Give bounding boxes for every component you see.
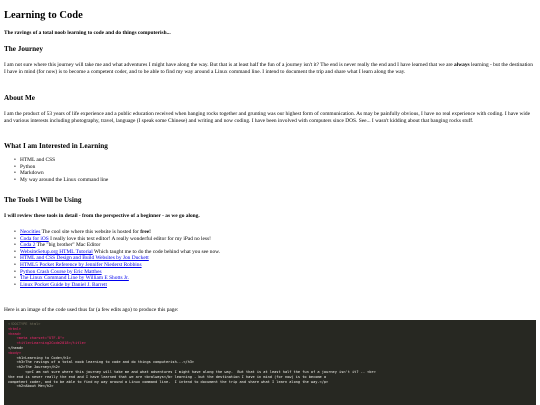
tools-list: [14, 229, 220, 288]
tool-description: I really love this text editor! A really wonderful editor for my iPad no less!: [48, 235, 211, 242]
tools-intro: I will review these tools in detail - from the perspective of a beginner - as we go along.: [4, 213, 200, 219]
about-paragraph: I am the product of 53 years of life experience and a public education received when banging rocks together and grunting was our highest form of communication. As may be painfully obvious, I have no real experience with coding. I have wide and various interests including photography, travel, language (I speak some Chinese) and writing and now coding. I have been involved with computers since DOS. See... I wasn't kidding about that banging rocks stuff.: [4, 111, 531, 124]
code-line: <meta charset="UTF-8">: [8, 336, 65, 341]
tool-link[interactable]: WebsiteSetup.org HTML Tutorial: [20, 248, 93, 255]
tool-item: [14, 262, 220, 269]
code-line: the end is never really the end and I have learned that we are <b>always</b> learning - but the destination I have in mind (for now) is to become a: [8, 374, 327, 379]
interest-item: • HTML and CSS: [14, 157, 108, 164]
tool-emphasis: free!: [140, 229, 151, 235]
code-line: <h2>About Me</h2>: [8, 384, 54, 389]
page-subtitle: The ravings of a total noob learning to code and do things computerish...: [4, 30, 171, 36]
code-line: <h2>The Journey</h2>: [8, 365, 60, 370]
tool-item: [14, 275, 220, 282]
tool-item: [14, 229, 220, 236]
interests-list: [14, 157, 108, 183]
code-line: <h3>The ravings of a total noob learning to code and do things computerish...</h3>: [8, 360, 195, 365]
code-caption: Here is an image of the code used thus far (a few edits ago) to produce this page:: [4, 307, 179, 313]
tool-description: The "big brother" Mac Editor: [35, 242, 101, 249]
tool-link[interactable]: Neocities: [20, 229, 41, 235]
journey-emphasis: always: [454, 62, 470, 68]
tool-item: [14, 249, 220, 256]
tool-item: [14, 269, 220, 276]
code-line: </head>: [8, 345, 24, 350]
code-line: <p>I am not sure where this journey will take me and what adventures I might have along the way. But that is at least half the fun of a journey isn't it? -- <br>: [8, 369, 376, 374]
about-heading: About Me: [4, 94, 35, 102]
tool-link[interactable]: The Linux Command Line by William E Shotts Jr.: [20, 275, 129, 282]
interests-heading: What I am Interested in Learning: [4, 142, 108, 150]
tool-item: [14, 236, 220, 243]
journey-text-2: learning - but the destination I have in mind (for now) is to become a competent coder, and to be able to find my way around a Linux command line. I intend to document the trip and share what I learn along the way.: [4, 62, 533, 75]
page-title: Learning to Code: [4, 10, 83, 21]
tool-description: The cool site where this website is hosted for: [40, 229, 141, 235]
interest-item: • Python: [14, 164, 108, 171]
tool-item: [14, 282, 220, 289]
code-line: <html>: [8, 326, 21, 331]
tool-description: Which taught me to do the code behind what you see now.: [92, 248, 221, 255]
interest-item: • Markdown: [14, 170, 108, 177]
code-line: <head>: [8, 331, 21, 336]
journey-paragraph: [4, 62, 534, 76]
tool-item: [14, 242, 220, 249]
tool-item: [14, 255, 220, 262]
tool-link[interactable]: HTML and CSS Design and Build Websites by Jon Duckett: [20, 255, 149, 262]
tools-heading: The Tools I Will be Using: [4, 196, 82, 204]
journey-text-1: I am not sure where this journey will take me and what adventures I might have along the way. But that is at least half the fun of a journey isn't it? The end is never really the end and I have learned that we are: [4, 62, 455, 68]
interest-item: • My way around the Linux command line: [14, 177, 108, 184]
tool-link[interactable]: Coda for iOS: [20, 235, 49, 242]
code-line: <h1>Learning to Code</h1>: [8, 355, 71, 360]
code-line: <body>: [8, 350, 21, 355]
tool-link[interactable]: Python Crash Course by Eric Matthes: [20, 268, 102, 275]
code-line: <!DOCTYPE html>: [8, 322, 41, 326]
tool-link[interactable]: HTML5 Pocket Reference by Jennifer Niederst Robbins: [20, 261, 142, 268]
tool-link[interactable]: Coda 2: [20, 242, 36, 249]
code-line: <title>Learning2Code2018</title>: [8, 341, 86, 346]
journey-heading: The Journey: [4, 45, 43, 53]
code-screenshot: [4, 320, 536, 405]
code-line: competent coder, and to be able to find my way around a Linux command line. I intend to document the trip and share what I learn along the way.</p>: [8, 379, 329, 384]
tool-link[interactable]: Linux Pocket Guide by Daniel J. Barrett: [20, 281, 107, 288]
